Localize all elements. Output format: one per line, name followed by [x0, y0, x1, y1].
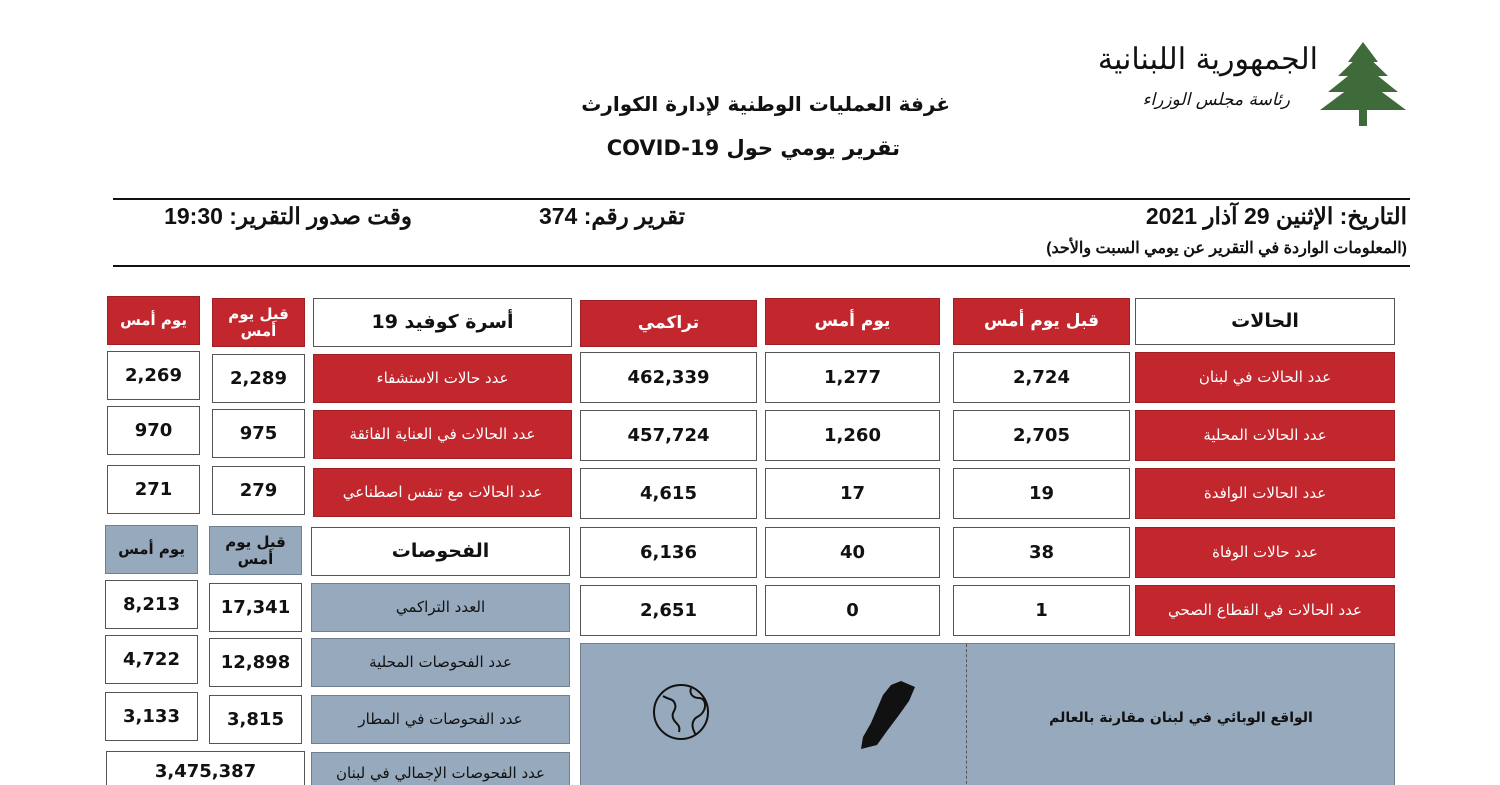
tests-cell: 8,213 [105, 580, 198, 629]
cases-cell: 2,705 [953, 410, 1130, 461]
tests-cell: 12,898 [209, 638, 302, 687]
cases-cell: 38 [953, 527, 1130, 578]
tests-header-day-before: قبل يوم أمس [209, 526, 302, 575]
cases-row-label: عدد حالات الوفاة [1135, 527, 1395, 578]
cases-cell: 40 [765, 527, 940, 578]
report-note: (المعلومات الواردة في التقرير عن يومي السبت والأحد) [1046, 240, 1407, 257]
comparison-label: الواقع الوبائي في لبنان مقارنة بالعالم [1049, 710, 1313, 727]
beds-row-label: عدد حالات الاستشفاء [313, 354, 572, 403]
cases-cell: 4,615 [580, 468, 757, 519]
cases-cell: 0 [765, 585, 940, 636]
cases-cell: 1,260 [765, 410, 940, 461]
beds-header-yesterday: يوم أمس [107, 296, 200, 345]
cedar-logo-icon [1318, 40, 1408, 128]
cases-cell: 2,724 [953, 352, 1130, 403]
cases-row-label: عدد الحالات الوافدة [1135, 468, 1395, 519]
cases-cell: 462,339 [580, 352, 757, 403]
beds-cell: 975 [212, 409, 305, 458]
cases-row-label: عدد الحالات في القطاع الصحي [1135, 585, 1395, 636]
beds-cell: 970 [107, 406, 200, 455]
logo-text-republic: الجمهورية اللبنانية [1097, 42, 1318, 77]
cases-cell: 1,277 [765, 352, 940, 403]
cases-cell: 1 [953, 585, 1130, 636]
cases-row-label: عدد الحالات في لبنان [1135, 352, 1395, 403]
tests-cell: 3,815 [209, 695, 302, 744]
tests-cell: 17,341 [209, 583, 302, 632]
page-title: غرفة العمليات الوطنية لإدارة الكوارث [581, 92, 950, 116]
tests-header-label: الفحوصات [311, 527, 570, 576]
cases-header-day-before: قبل يوم أمس [953, 298, 1130, 345]
cases-header-label: الحالات [1135, 298, 1395, 345]
cases-cell: 2,651 [580, 585, 757, 636]
tests-header-yesterday: يوم أمس [105, 525, 198, 574]
cases-header-cumulative: تراكمي [580, 300, 757, 347]
beds-cell: 2,269 [107, 351, 200, 400]
beds-cell: 279 [212, 466, 305, 515]
cases-cell: 17 [765, 468, 940, 519]
tests-total-label: عدد الفحوصات الإجمالي في لبنان [311, 752, 570, 785]
tests-cell: 3,133 [105, 692, 198, 741]
tests-row-label: عدد الفحوصات المحلية [311, 638, 570, 687]
beds-cell: 271 [107, 465, 200, 514]
beds-header-label: أسرة كوفيد 19 [313, 298, 572, 347]
cases-row-label: عدد الحالات المحلية [1135, 410, 1395, 461]
page-subtitle: تقرير يومي حول COVID-19 [606, 136, 900, 160]
globe-icon [651, 682, 711, 746]
report-date: التاريخ: الإثنين 29 آذار 2021 [1145, 203, 1407, 229]
report-time: وقت صدور التقرير: 19:30 [164, 203, 412, 229]
tests-total-value: 3,475,387 [106, 751, 305, 785]
beds-row-label: عدد الحالات في العناية الفائقة [313, 410, 572, 459]
tests-cell: 4,722 [105, 635, 198, 684]
beds-header-day-before: قبل يوم أمس [212, 298, 305, 347]
cases-header-yesterday: يوم أمس [765, 298, 940, 345]
comparison-panel [580, 643, 1395, 785]
report-number: تقرير رقم: 374 [538, 203, 685, 229]
divider-bottom [113, 265, 1410, 267]
cases-cell: 19 [953, 468, 1130, 519]
beds-cell: 2,289 [212, 354, 305, 403]
divider-top [113, 198, 1410, 200]
tests-row-label: العدد التراكمي [311, 583, 570, 632]
tests-row-label: عدد الفحوصات في المطار [311, 695, 570, 744]
cases-cell: 457,724 [580, 410, 757, 461]
beds-row-label: عدد الحالات مع تنفس اصطناعي [313, 468, 572, 517]
cases-cell: 6,136 [580, 527, 757, 578]
logo-text-presidency: رئاسة مجلس الوزراء [1142, 90, 1290, 110]
lebanon-map-icon [851, 679, 921, 755]
